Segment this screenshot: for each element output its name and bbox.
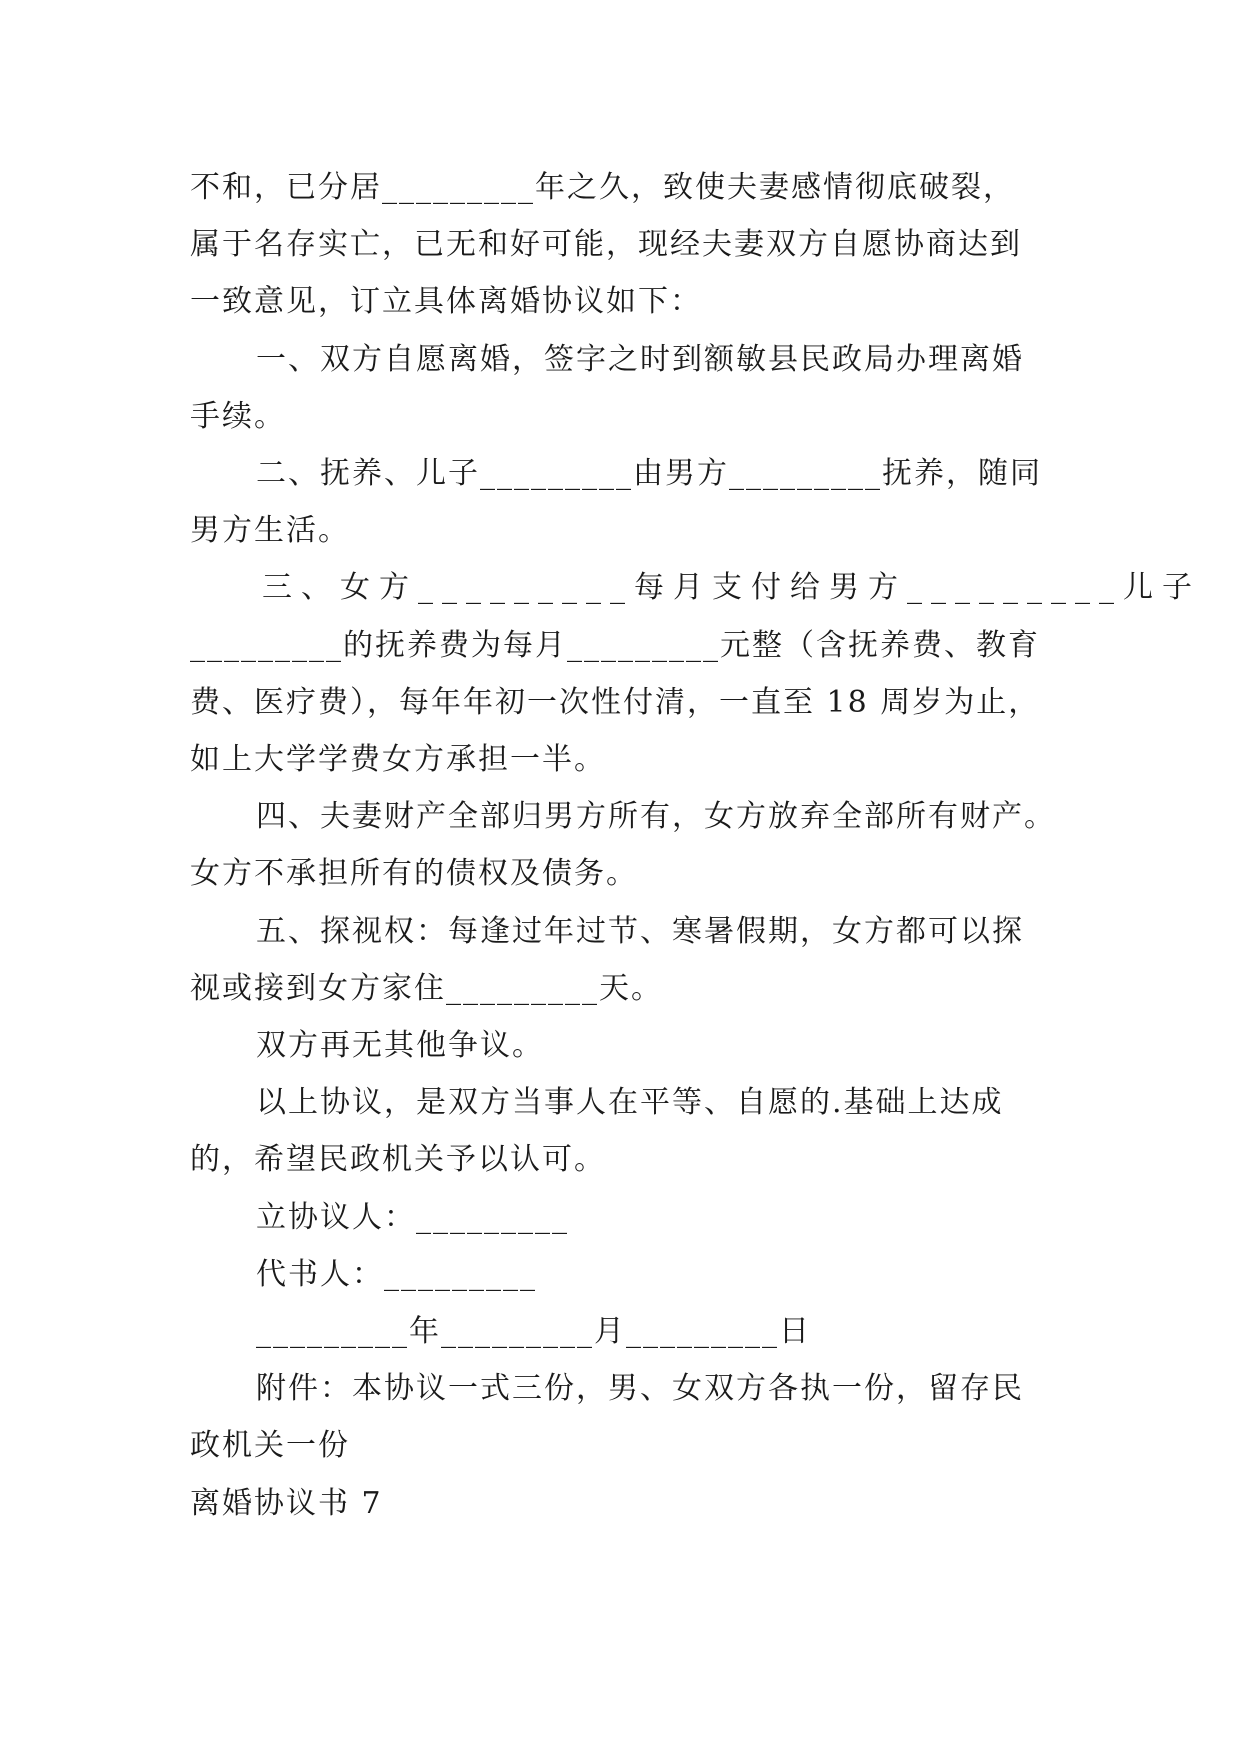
text-line: 手续。 [190, 399, 286, 434]
text-line: 政机关一份 [190, 1428, 350, 1463]
document-title: 离婚协议书 7 [190, 1486, 383, 1521]
text-line: 不和，已分居_________年之久，致使夫妻感情彻底破裂， [190, 170, 1015, 205]
text-line: 以上协议，是双方当事人在平等、自愿的.基础上达成 [256, 1085, 1004, 1120]
text-line: 视或接到女方家住_________天。 [190, 971, 663, 1006]
text-line: 二、抚养、儿子_________由男方_________抚养，随同 [256, 456, 1042, 491]
text-line: 男方生活。 [190, 513, 350, 548]
text-line: 双方再无其他争议。 [256, 1028, 544, 1063]
text-line: _________的抚养费为每月_________元整（含抚养费、教育 [190, 628, 1040, 663]
text-line: 一、双方自愿离婚，签字之时到额敏县民政局办理离婚 [256, 342, 1024, 377]
text-line: 的，希望民政机关予以认可。 [190, 1142, 606, 1177]
text-line: _________年_________月_________日 [256, 1314, 811, 1349]
text-line: 属于名存实亡，已无和好可能，现经夫妻双方自愿协商达到 [190, 227, 1022, 262]
text-line: 代书人：_________ [256, 1257, 537, 1292]
text-line: 如上大学学费女方承担一半。 [190, 742, 606, 777]
text-line: 女方不承担所有的债权及债务。 [190, 856, 638, 891]
text-line: 一致意见，订立具体离婚协议如下： [190, 284, 702, 319]
text-line: 三、女方_________每月支付给男方_________儿子 [262, 570, 1201, 605]
text-line: 附件：本协议一式三份，男、女双方各执一份，留存民 [256, 1371, 1024, 1406]
text-line: 费、医疗费），每年年初一次性付清，一直至 18 周岁为止， [190, 685, 1041, 720]
text-line: 五、探视权：每逢过年过节、寒暑假期，女方都可以探 [256, 914, 1024, 949]
text-line: 立协议人：_________ [256, 1200, 569, 1235]
text-line: 四、夫妻财产全部归男方所有，女方放弃全部所有财产。 [256, 799, 1056, 834]
